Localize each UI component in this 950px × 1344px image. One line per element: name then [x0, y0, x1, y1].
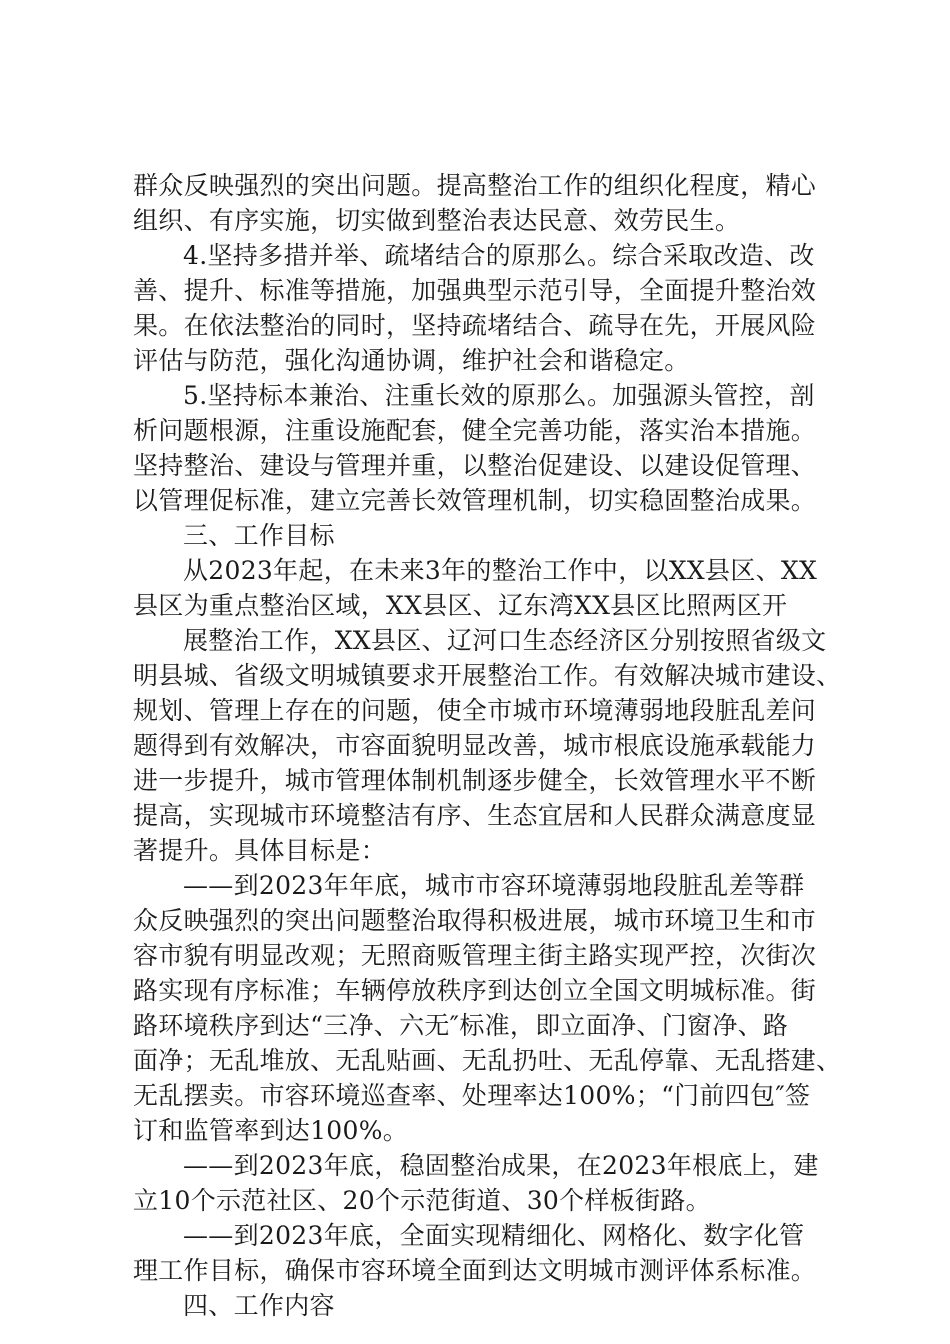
- text-line: 明县城、省级文明城镇要求开展整治工作。有效解决城市建设、: [133, 661, 842, 690]
- text-line: 展整治工作，XX县区、辽河口生态经济区分别按照省级文: [183, 626, 827, 655]
- text-line: ——到2023年底，稳固整治成果，在2023年根底上，建: [183, 1151, 819, 1180]
- text-line: 众反映强烈的突出问题整治取得积极进展，城市环境卫生和市: [133, 906, 817, 935]
- text-line: 组织、有序实施，切实做到整治表达民意、效劳民生。: [133, 206, 741, 235]
- section-heading: 四、工作内容: [183, 1291, 335, 1320]
- text-line: 以管理促标准，建立完善长效管理机制，切实稳固整治成果。: [133, 486, 817, 515]
- section-heading: 三、工作目标: [183, 521, 335, 550]
- text-line: ——到2023年年底，城市市容环境薄弱地段脏乱差等群: [183, 871, 805, 900]
- text-line: 提高，实现城市环境整洁有序、生态宜居和人民群众满意度显: [133, 801, 817, 830]
- text-line: 善、提升、标准等措施，加强典型示范引导，全面提升整治效: [133, 276, 817, 305]
- text-line: 4.坚持多措并举、疏堵结合的原那么。综合采取改造、改: [183, 241, 815, 270]
- text-line: 无乱摆卖。市容环境巡查率、处理率达100%；“门前四包″签: [133, 1081, 811, 1110]
- text-line: 析问题根源，注重设施配套，健全完善功能，落实治本措施。: [133, 416, 817, 445]
- text-line: 群众反映强烈的突出问题。提高整治工作的组织化程度，精心: [133, 171, 817, 200]
- text-line: 面净；无乱堆放、无乱贴画、无乱扔吐、无乱停靠、无乱搭建、: [133, 1046, 842, 1075]
- text-line: 订和监管率到达100%。: [133, 1116, 409, 1145]
- text-line: 5.坚持标本兼治、注重长效的原那么。加强源头管控，剖: [183, 381, 815, 410]
- text-line: 从2023年起，在未来3年的整治工作中，以XX县区、XX: [183, 556, 818, 585]
- text-line: 题得到有效解决，市容面貌明显改善，城市根底设施承载能力: [133, 731, 817, 760]
- text-line: 评估与防范，强化沟通协调，维护社会和谐稳定。: [133, 346, 690, 375]
- text-line: 理工作目标，确保市容环境全面到达文明城市测评体系标准。: [133, 1256, 817, 1285]
- text-line: ——到2023年底，全面实现精细化、网格化、数字化管: [183, 1221, 805, 1250]
- text-line: 规划、管理上存在的问题，使全市城市环境薄弱地段脏乱差问: [133, 696, 817, 725]
- text-line: 著提升。具体目标是：: [133, 836, 387, 865]
- text-line: 进一步提升，城市管理体制机制逐步健全，长效管理水平不断: [133, 766, 817, 795]
- text-line: 立10个示范社区、20个示范街道、30个样板街路。: [133, 1186, 711, 1215]
- text-line: 果。在依法整治的同时，坚持疏堵结合、疏导在先，开展风险: [133, 311, 817, 340]
- text-line: 容市貌有明显改观；无照商贩管理主街主路实现严控，次街次: [133, 941, 817, 970]
- text-line: 路实现有序标准；车辆停放秩序到达创立全国文明城标准。街: [133, 976, 817, 1005]
- text-line: 县区为重点整治区域，XX县区、辽东湾XX县区比照两区开: [133, 591, 788, 620]
- text-line: 路环境秩序到达“三净、六无″标准，即立面净、门窗净、路: [133, 1011, 789, 1040]
- text-line: 坚持整治、建设与管理并重，以整治促建设、以建设促管理、: [133, 451, 817, 480]
